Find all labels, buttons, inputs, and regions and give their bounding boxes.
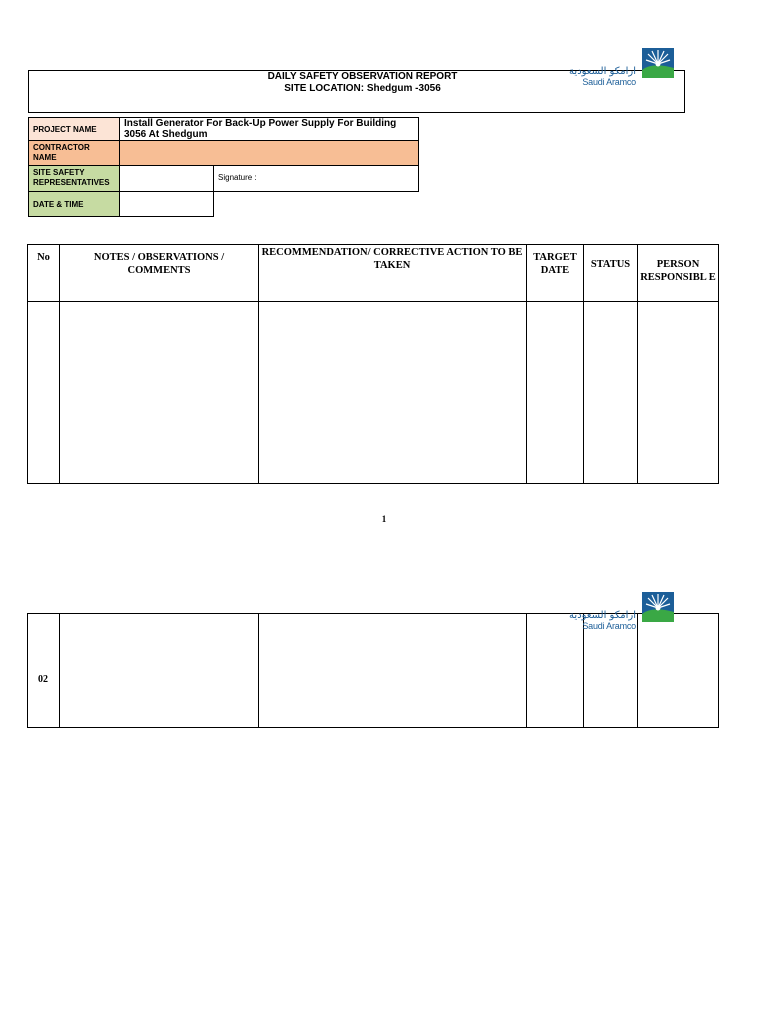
page-number: 1 [381,514,387,524]
contractor-name-value [119,140,419,166]
project-name-value: Install Generator For Back-Up Power Supply For Building 3056 At Shedgum [119,117,419,141]
aramco-mark-icon [642,592,674,622]
header-notes: NOTES / OBSERVATIONS / COMMENTS [93,252,225,276]
aramco-mark-icon [642,48,674,78]
observation-table [27,244,719,484]
logo-latin-text: Saudi Aramco [582,77,636,87]
project-name-label: PROJECT NAME [28,117,120,141]
header-person-responsible: PERSON RESPONSIBL E [640,259,716,283]
report-title-line1: DAILY SAFETY OBSERVATION REPORT [267,71,458,82]
header-target-date: TARGET DATE [533,252,577,276]
header-status: STATUS [590,259,631,270]
report-title-line2: SITE LOCATION: Shedgum -3056 [284,83,441,94]
date-time-label: DATE & TIME [28,191,120,217]
site-safety-value [119,165,214,192]
signature-label: Signature : [213,165,419,192]
report-title [180,71,545,95]
saudi-aramco-logo [566,48,684,92]
site-safety-label: SITE SAFETY REPRESENTATIVES [28,165,120,192]
logo-latin-text: Saudi Aramco [582,621,636,631]
header-recommendation: RECOMMENDATION/ CORRECTIVE ACTION TO BE TAKEN [261,247,523,271]
header-no: No [37,252,50,263]
saudi-aramco-logo-page2 [566,592,684,636]
row-number: 02 [38,674,48,685]
contractor-name-label: CONTRACTOR NAME [28,140,120,166]
date-time-value [119,191,214,217]
logo-arabic-text: ارامكو السعودية [569,66,636,77]
logo-arabic-text: ارامكو السعودية [569,610,636,621]
